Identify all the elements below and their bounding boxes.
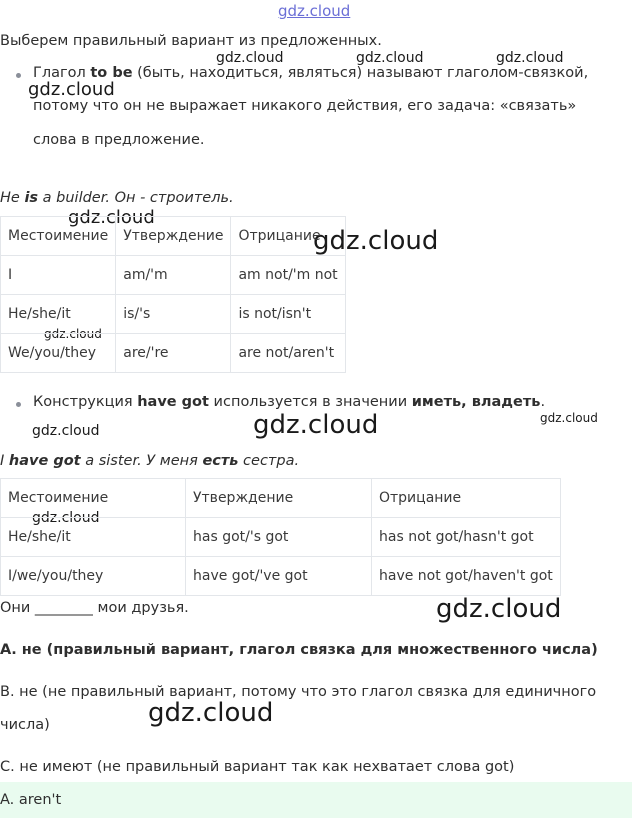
table-cell: We/you/they [1, 334, 116, 373]
table-row [1, 256, 346, 295]
option-b: В. не (не правильный вариант, потому что это глагол связка для единичного [0, 684, 597, 700]
watermark: gdz.cloud [313, 226, 439, 256]
watermark: gdz.cloud [253, 410, 379, 440]
table-cell: has not got/hasn't got [372, 518, 561, 557]
table-cell: is not/isn't [231, 295, 345, 334]
table-cell: are not/aren't [231, 334, 345, 373]
table-cell: have not got/haven't got [372, 557, 561, 596]
watermark: gdz.cloud [32, 423, 100, 439]
table-cell: am not/'m not [231, 256, 345, 295]
watermark-top[interactable]: gdz.cloud [278, 2, 351, 20]
table-header-cell: Местоимение [1, 479, 186, 518]
intro-text: Выберем правильный вариант из предложенных. [0, 33, 382, 49]
option-a: А. не (правильный вариант, глагол связка для множественного числа) [0, 642, 598, 658]
table-header-cell: Утверждение [186, 479, 372, 518]
question-text: Они ________ мои друзья. [0, 600, 189, 616]
example-sentence: He is a builder. Он - строитель. [0, 190, 234, 206]
table-row [1, 557, 561, 596]
table-cell: has got/'s got [186, 518, 372, 557]
bullet-text-line: потому что он не выражает никакого действия, его задача: «связать» [33, 98, 577, 114]
table-row [1, 295, 346, 334]
have-got-table [0, 478, 561, 596]
bullet-text: Глагол to be (быть, находиться, являться) называют глаголом-связкой, [33, 65, 589, 81]
watermark: gdz.cloud [356, 50, 424, 66]
watermark: gdz.cloud [28, 79, 115, 100]
table-header-row [1, 217, 346, 256]
bullet-dot [16, 73, 21, 78]
watermark: gdz.cloud [436, 594, 562, 624]
watermark: gdz.cloud [216, 50, 284, 66]
to-be-table [0, 216, 346, 373]
answer-box [0, 782, 632, 818]
table-cell: are/'re [116, 334, 231, 373]
watermark: gdz.cloud [68, 207, 155, 228]
example-sentence: I have got a sister. У меня есть сестра. [0, 453, 300, 469]
bullet-text: Конструкция have got используется в значении иметь, владеть. [33, 394, 546, 410]
bullet-text-line: слова в предложение. [33, 132, 205, 148]
watermark: gdz.cloud [44, 327, 102, 341]
table-cell: am/'m [116, 256, 231, 295]
table-cell: He/she/it [1, 518, 186, 557]
answer-text: A. aren't [0, 792, 62, 808]
table-cell: have got/'ve got [186, 557, 372, 596]
table-cell: is/'s [116, 295, 231, 334]
watermark: gdz.cloud [32, 510, 100, 526]
table-cell: He/she/it [1, 295, 116, 334]
table-header-cell: Местоимение [1, 217, 116, 256]
bullet-dot [16, 402, 21, 407]
option-c: С. не имеют (не правильный вариант так как нехватает слова got) [0, 759, 515, 775]
watermark: gdz.cloud [148, 698, 274, 728]
table-header-row [1, 479, 561, 518]
table-row [1, 334, 346, 373]
table-header-cell: Утверждение [116, 217, 231, 256]
watermark: gdz.cloud [540, 411, 598, 425]
table-header-cell: Отрицание [372, 479, 561, 518]
option-b-continued: числа) [0, 717, 50, 733]
table-cell: I/we/you/they [1, 557, 186, 596]
watermark: gdz.cloud [496, 50, 564, 66]
table-row [1, 518, 561, 557]
table-header-cell: Отрицание [231, 217, 345, 256]
table-cell: I [1, 256, 116, 295]
